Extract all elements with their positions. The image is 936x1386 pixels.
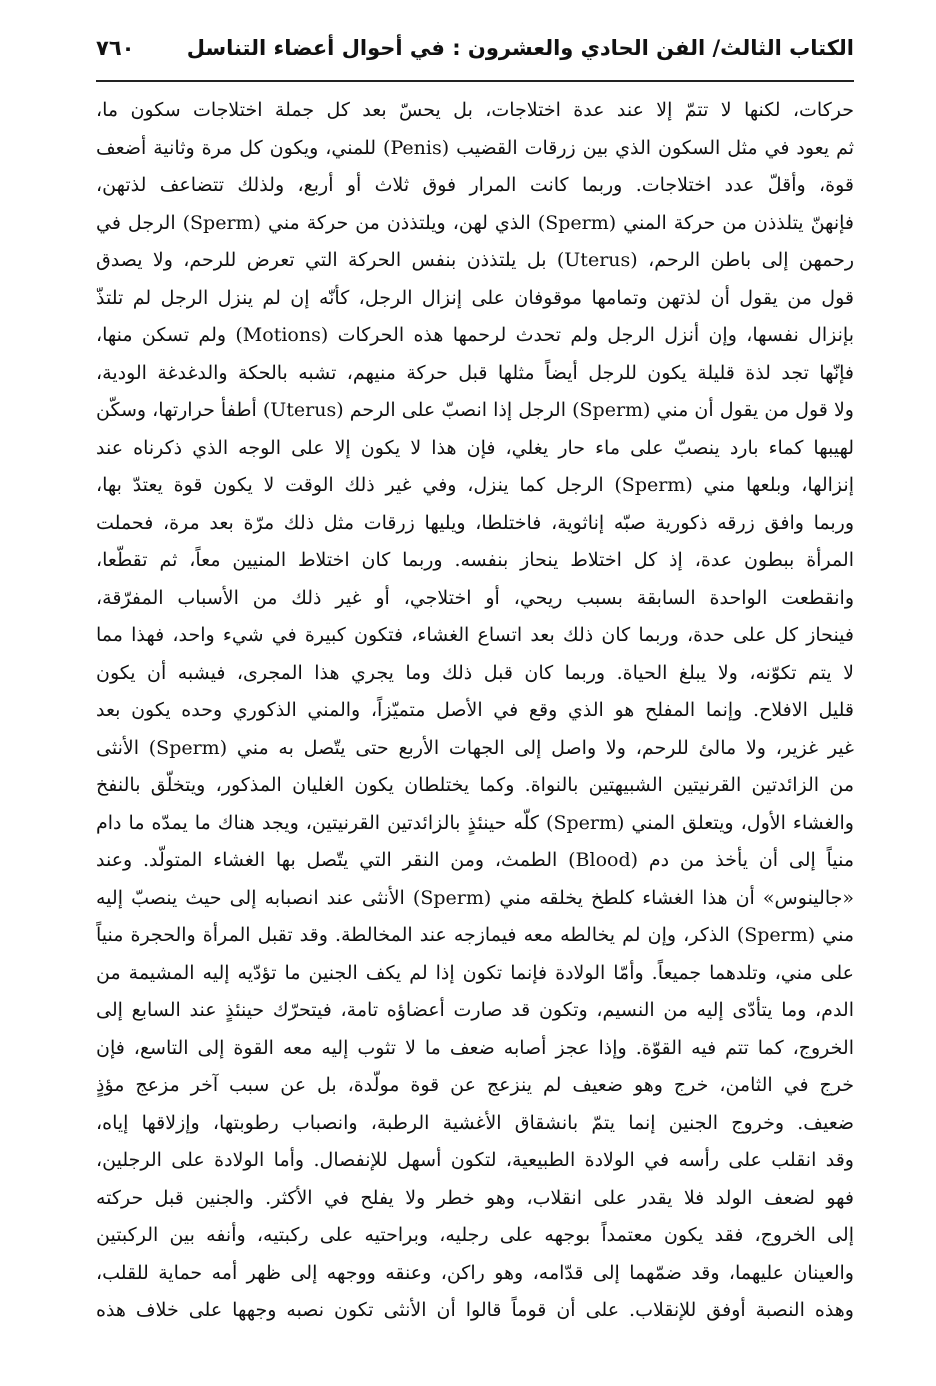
text-line: لا يتم تكوّنه، ولا يبلغ الحياة. وربما كان قبل ذلك وما يجري هذا المجرى، فيشبه أن يكون [96,661,854,684]
text-line: المرأة ببطون عدة، إذ كل اختلاط ينحاز بنفسه. وربما كان اختلاط المنيين معاً، ثم تقطّعا، [96,549,854,571]
text-line: فإنّها تجد لذة قليلة يكون للرجل أيضاً مثلها قبل حركة منيهم، تشبه بالحكة والدغدغة الودية، [96,361,854,384]
text-line: قوة، وأقلّ عدد اختلاجات. وربما كانت المرار فوق ثلاث أو أربع، ولذلك تتضاعف لذتهن، [96,174,854,196]
text-line: فهو لضعف الولد فلا يقدر على انقلاب، وهو خطر ولا يفلح في الأكثر. والجنين قبل حركته [96,1186,854,1209]
header-rule [96,80,854,82]
text-line: «جالينوس» أن هذا الغشاء كلطخ يخلقه مني (Sperm) الأنثى عند انصبابه إلى حيث ينصبّ إليه [96,886,854,909]
text-line: وانقطعت الواحدة السابقة بسبب ريحي، أو اختلاجي، أو غير ذلك من الأسباب المفرّقة، [96,586,854,609]
text-line: فإنهنّ يتلذذن من حركة المني (Sperm) الذي لهن، ويلتذذن من حركة مني (Sperm) الرجل في [96,211,854,234]
page-header [96,34,854,78]
text-line: على مني، وتلدهما جميعاً. وأمّا الولادة فإنما تكون إذا لم يكف الجنين ما تؤدّيه إليه المشيمة من [96,961,854,984]
text-line: فينحاز كل على حدة، وربما كان ذلك بعد اتساع الغشاء، فتكون كبيرة في شيء واحد، فهذا مما [96,624,854,646]
text-line: والغشاء الأول، ويتعلق المني (Sperm) كلّه حينئذٍ بالزائدتين القرنيتين، ويجد هناك ما يمدّه ما دام [96,811,854,834]
text-line: الدم، وما يتأدّى إليه من النسيم، وتكون قد صارت أعضاؤه تامة، فيتحرّك حينئذٍ عند السابع إلى [96,999,854,1021]
text-line: من الزائدتين القرنيتين الشبيهتين بالنواة. وكما يختلطان يكون الغليان المذكور، ويتخلّق بالنفخ [96,774,854,796]
text-line: وهذه النصبة أوفق للإنقلاب. على أن قوماً قالوا أن الأنثى تكون نصبه وجهها على خلاف هذه [96,1299,854,1321]
text-line: مني (Sperm) الذكر، وإن لم يخالطه معه فيمازجه عند المخالطة. وقد تقبل المرأة والحجرة منياً [96,924,854,946]
text-line: ثم يعود في مثل السكون الذي بين زرقات القضيب (Penis) للمني، ويكون كل مرة وثانية أضعف [96,136,854,159]
text-line: منياً إلى أن يأخذ من دم (Blood) الطمث، ومن النقر التي يتّصل بها الغشاء المتولّد. وعند [96,849,854,871]
text-line: وربما وافق زرقه ذكورية صبّه إناثوية، فاختلطا، ويليها زرقات مثل ذلك مرّة بعد مرة، فحملت [96,511,854,534]
text-line: غير غزير، ولا مالئ للرحم، ولا واصل إلى الجهات الأربع حتى يتّصل به مني (Sperm) الأنثى [96,736,854,759]
text-line: إلى الخروج، فقد يكون معتمداً بوجهه على رجليه، وبراحتيه على ركبتيه، وأنفه بين الركبتين [96,1224,854,1246]
text-line: ولا قول من يقول أن مني (Sperm) الرجل إذا انصبّ على الرحم (Uterus) أطفأ حرارتها، وسكّن [96,399,854,421]
text-line: حركات، لكنها لا تتمّ إلا عند عدة اختلاجات، بل يحسّ بعد كل جملة اختلاجات سكون ما، [96,99,854,121]
text-line: خرج في الثامن، خرج وهو ضعيف لم ينزعج عن قوة مولّدة، بل عن سبب آخر مزعج مؤذٍ [96,1074,854,1096]
text-line: قول من يقول أن لذتهن وتمامها موقوفان على إنزال الرجل، كأنّه إن لم ينزل الرجل لم تلتذّ [96,286,854,309]
text-line: إنزالها، وبلعها مني (Sperm) الرجل كما ينزل، وفي غير ذلك الوقت لا يكون قوة يعتدّ بها، [96,474,854,496]
text-line: والعينان عليهما، وقد ضمّهما إلى قدّامه، وهو راكن، وعنقه ووجهه إلى ظهر أمه حماية للقلب، [96,1261,854,1284]
text-line: لهيبها كماء بارد ينصبّ على ماء حار يغلي، فإن هذا لا يكون إلا على الوجه الذي ذكرناه عند [96,436,854,459]
text-line: بإنزال نفسها، وإن أنزل الرجل ولم تحدث لرحمها هذه الحركات (Motions) ولم تسكن منها، [96,324,854,346]
body-text [96,92,854,1330]
page-number: ٧٦٠ [96,36,135,60]
running-title: الكتاب الثالث/ الفن الحادي والعشرون : في أحوال أعضاء التناسل [186,36,854,60]
text-line: ضعيف. وخروج الجنين إنما يتمّ بانشقاق الأغشية الرطبة، وانصباب رطوبتها، وإزلاقها إياه، [96,1111,854,1134]
text-line: قليل الافلاح. وإنما المفلح هو الذي وقع في الأصل متميّزاً، والمني الذكوري وحده يكون بعد [96,699,854,721]
text-line: الخروج، كما تتم فيه القوّة. وإذا عجز أصابه ضعف ما لا تثوب إليه معه القوة إلى التاسع، فإن [96,1036,854,1059]
text-line: رحمهن إلى باطن الرحم، (Uterus) بل يلتذذن بنفس الحركة التي تعرض للرحم، ولا يصدق [96,249,854,271]
text-line: وقد انقلب على رأسه في الولادة الطبيعية، لتكون أسهل للإنفصال. وأما الولادة على الرجلين، [96,1149,854,1171]
